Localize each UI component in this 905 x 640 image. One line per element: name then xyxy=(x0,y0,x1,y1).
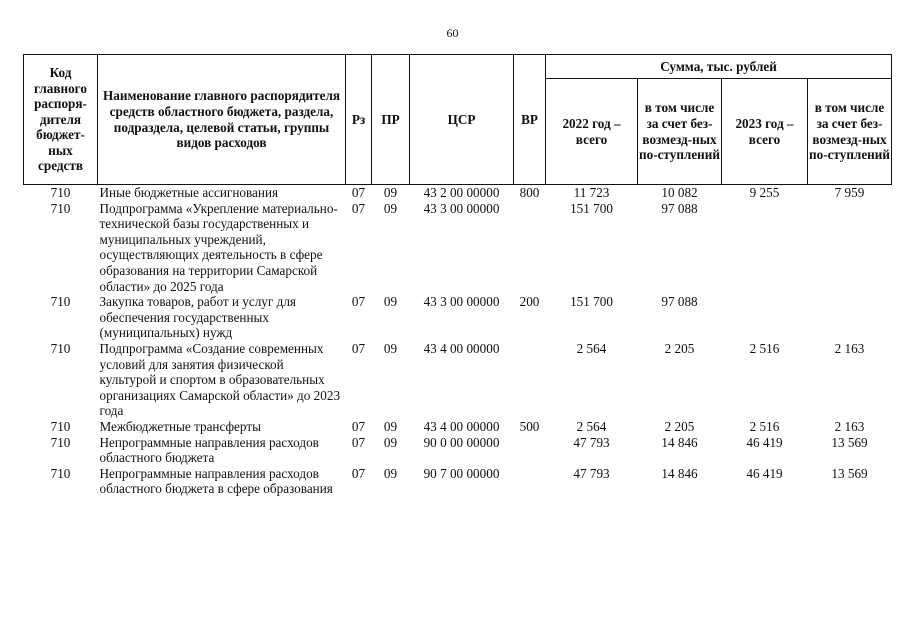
rz-cell: 07 xyxy=(351,418,366,434)
name-cell: Подпрограмма «Создание современных условий для занятия физической культурой и спортом в образовательных организациях Самарской области» до 2023 года xyxy=(99,340,341,419)
amount-2023-cell: 9 255 xyxy=(749,185,780,200)
name-cell: Непрограммные направления расходов областного бюджета в сфере образования xyxy=(99,465,333,497)
rz-cell: 07 xyxy=(351,200,366,216)
table-row xyxy=(24,294,892,341)
amount-2023-cell: 46 419 xyxy=(746,434,783,450)
table-body xyxy=(24,185,892,497)
grants-2023-cell: 2 163 xyxy=(834,340,865,356)
budget-table xyxy=(23,54,892,497)
header-csr: ЦСР xyxy=(410,55,514,185)
header-2023-grants: в том числе за счет без-возмезд-ных по-ступлений xyxy=(808,79,892,185)
csr-cell: 43 3 00 00000 xyxy=(423,200,500,216)
grants-2022-cell: 2 205 xyxy=(664,418,695,434)
grants-2023-cell: 13 569 xyxy=(831,434,868,450)
csr-cell: 43 4 00 00000 xyxy=(423,418,500,434)
header-2023-total: 2023 год – всего xyxy=(722,79,808,185)
amount-2022-cell: 47 793 xyxy=(573,434,610,450)
pr-cell: 09 xyxy=(383,294,398,310)
amount-2023-cell: 2 516 xyxy=(749,340,780,356)
grants-2023-cell: 2 163 xyxy=(834,418,865,434)
code-cell: 710 xyxy=(50,340,71,356)
vr-cell: 200 xyxy=(519,294,540,310)
amount-2023-cell xyxy=(722,294,808,341)
amount-2022-cell: 151 700 xyxy=(570,200,613,216)
rz-cell: 07 xyxy=(351,340,366,356)
rz-cell: 07 xyxy=(351,185,366,200)
pr-cell: 09 xyxy=(383,418,398,434)
rz-cell: 07 xyxy=(351,294,366,310)
amount-2023-cell: 2 516 xyxy=(749,418,780,434)
amount-2022-cell: 47 793 xyxy=(573,465,610,481)
csr-cell: 43 4 00 00000 xyxy=(423,340,500,356)
rz-cell: 07 xyxy=(351,434,366,450)
page-number: 60 xyxy=(446,26,459,40)
header-name: Наименование главного распорядителя средств областного бюджета, раздела, подраздела, целевой статьи, группы видов расходов xyxy=(98,55,346,185)
table-row xyxy=(24,201,892,295)
pr-cell: 09 xyxy=(383,465,398,481)
amount-2022-cell: 2 564 xyxy=(576,340,607,356)
pr-cell: 09 xyxy=(383,185,398,200)
grants-2022-cell: 2 205 xyxy=(664,340,695,356)
code-cell: 710 xyxy=(50,434,71,450)
header-code: Код главного распоря-дителя бюджет-ных средств xyxy=(24,55,98,185)
header-sum: Сумма, тыс. рублей xyxy=(546,55,892,79)
table-row xyxy=(24,185,892,201)
amount-2022-cell: 151 700 xyxy=(570,294,613,310)
csr-cell: 43 2 00 00000 xyxy=(423,185,500,200)
header-pr: ПР xyxy=(372,55,410,185)
vr-cell xyxy=(514,466,546,497)
amount-2023-cell xyxy=(722,201,808,295)
csr-cell: 90 7 00 00000 xyxy=(423,465,500,481)
pr-cell: 09 xyxy=(383,340,398,356)
code-cell: 710 xyxy=(50,418,71,434)
grants-2023-cell: 7 959 xyxy=(834,185,865,200)
vr-cell xyxy=(514,341,546,419)
grants-2022-cell: 97 088 xyxy=(661,294,698,310)
header-rz: Рз xyxy=(346,55,372,185)
grants-2023-cell xyxy=(808,201,892,295)
csr-cell: 90 0 00 00000 xyxy=(423,434,500,450)
pr-cell: 09 xyxy=(383,200,398,216)
vr-cell xyxy=(514,201,546,295)
grants-2023-cell xyxy=(808,294,892,341)
table-row xyxy=(24,435,892,466)
grants-2022-cell: 14 846 xyxy=(661,465,698,481)
code-cell: 710 xyxy=(50,294,71,310)
name-cell: Непрограммные направления расходов областного бюджета xyxy=(99,434,319,466)
amount-2023-cell: 46 419 xyxy=(746,465,783,481)
code-cell: 710 xyxy=(50,200,71,216)
grants-2022-cell: 97 088 xyxy=(661,200,698,216)
amount-2022-cell: 11 723 xyxy=(573,185,610,200)
grants-2023-cell: 13 569 xyxy=(831,465,868,481)
name-cell: Закупка товаров, работ и услуг для обеспечения государственных (муниципальных) нужд xyxy=(99,294,296,341)
rz-cell: 07 xyxy=(351,465,366,481)
name-cell: Межбюджетные трансферты xyxy=(99,418,261,434)
name-cell: Иные бюджетные ассигнования xyxy=(99,185,279,200)
header-vr: ВР xyxy=(514,55,546,185)
header-2022-grants: в том числе за счет без-возмезд-ных по-ступлений xyxy=(638,79,722,185)
code-cell: 710 xyxy=(50,185,71,200)
table-row xyxy=(24,466,892,497)
vr-cell: 800 xyxy=(519,185,540,200)
pr-cell: 09 xyxy=(383,434,398,450)
name-cell: Подпрограмма «Укрепление материально-технической базы государственных и муниципальных учреждений, осуществляющих деятельность в сфере образования на территории Самарской области» до 2025 года xyxy=(99,200,338,294)
header-2022-total: 2022 год – всего xyxy=(546,79,638,185)
table-row xyxy=(24,419,892,435)
amount-2022-cell: 2 564 xyxy=(576,418,607,434)
grants-2022-cell: 10 082 xyxy=(661,185,698,200)
code-cell: 710 xyxy=(50,465,71,481)
vr-cell: 500 xyxy=(519,418,540,434)
grants-2022-cell: 14 846 xyxy=(661,434,698,450)
table-header xyxy=(24,55,892,185)
table-row xyxy=(24,341,892,419)
csr-cell: 43 3 00 00000 xyxy=(423,294,500,310)
vr-cell xyxy=(514,435,546,466)
